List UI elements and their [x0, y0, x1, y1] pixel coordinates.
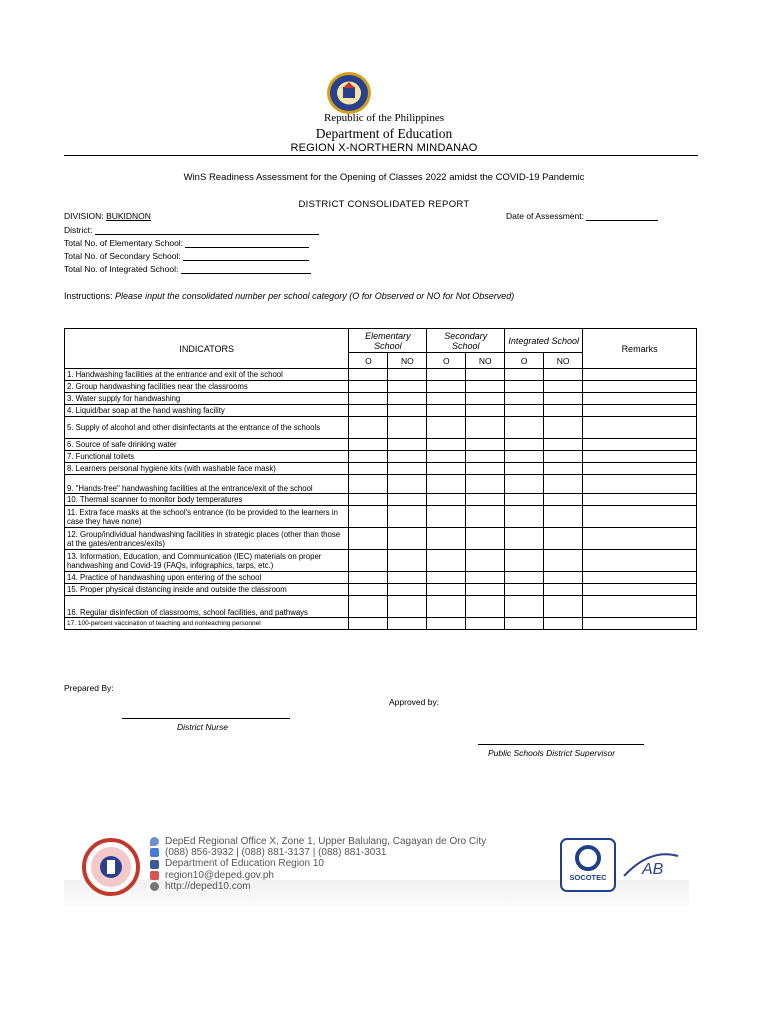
sec-o-cell[interactable]: [427, 550, 466, 572]
int-no-cell[interactable]: [544, 381, 583, 393]
sec-o-cell[interactable]: [427, 596, 466, 618]
elem-o-cell[interactable]: [349, 550, 388, 572]
indicator-row: [65, 506, 697, 528]
document-title: WinS Readiness Assessment for the Opening of Classes 2022 amidst the COVID-19 Pandemic: [183, 172, 585, 183]
elem-o-cell[interactable]: [349, 393, 388, 405]
int-no-cell[interactable]: [544, 451, 583, 463]
remarks-cell[interactable]: [583, 584, 697, 596]
remarks-cell[interactable]: [583, 528, 697, 550]
indicator-row: [65, 451, 697, 463]
elem-no-cell[interactable]: [388, 550, 427, 572]
indicators-header: INDICATORS: [65, 329, 349, 369]
elem-o-cell[interactable]: [349, 475, 388, 494]
date-line: [586, 211, 658, 221]
int-no-cell[interactable]: [544, 369, 583, 381]
indicator-label: 7. Functional toilets: [65, 451, 349, 463]
sec-o-cell[interactable]: [427, 405, 466, 417]
sec-no-cell[interactable]: [466, 393, 505, 405]
sec-o-cell[interactable]: [427, 528, 466, 550]
elem-no-cell[interactable]: [388, 506, 427, 528]
elem-o-cell[interactable]: [349, 584, 388, 596]
sec-no-cell[interactable]: [466, 439, 505, 451]
elementary-field: [64, 238, 309, 248]
int-o-header: O: [505, 353, 544, 369]
elementary-line: [185, 238, 309, 248]
district-label: District:: [64, 225, 93, 235]
remarks-cell[interactable]: [583, 369, 697, 381]
indicator-row: [65, 596, 697, 618]
int-no-header: NO: [544, 353, 583, 369]
int-o-cell[interactable]: [505, 596, 544, 618]
elem-no-cell[interactable]: [388, 494, 427, 506]
int-o-cell[interactable]: [505, 572, 544, 584]
indicator-row: [65, 417, 697, 439]
sec-o-cell[interactable]: [427, 417, 466, 439]
region10-logo: [80, 838, 142, 896]
indicator-label: 5. Supply of alcohol and other disinfectants at the entrance of the schools: [65, 417, 349, 439]
sec-o-cell[interactable]: [427, 381, 466, 393]
indicator-label: 14. Practice of handwashing upon entering of the school: [65, 572, 349, 584]
supervisor-title: Public Schools District Supervisor: [488, 748, 616, 758]
nurse-title: District Nurse: [177, 722, 229, 732]
secondary-field: [64, 251, 309, 261]
indicator-label: 8. Learners personal hygiene kits (with washable face mask): [65, 463, 349, 475]
report-title: DISTRICT CONSOLIDATED REPORT: [298, 199, 470, 210]
instructions-label: Instructions:: [64, 291, 113, 301]
remarks-cell[interactable]: [583, 439, 697, 451]
iab-accreditation-logo: [620, 842, 682, 890]
email-row: [150, 870, 486, 881]
elem-o-cell[interactable]: [349, 572, 388, 584]
elem-no-cell[interactable]: [388, 451, 427, 463]
elem-o-cell[interactable]: [349, 451, 388, 463]
sec-o-cell[interactable]: [427, 439, 466, 451]
indicator-row: [65, 584, 697, 596]
indicator-label: 4. Liquid/bar soap at the hand washing facility: [65, 405, 349, 417]
indicator-label: 2. Group handwashing facilities near the classrooms: [65, 381, 349, 393]
deped-seal-logo: [322, 70, 376, 116]
sec-no-cell[interactable]: [466, 451, 505, 463]
sec-no-cell[interactable]: [466, 463, 505, 475]
remarks-cell[interactable]: [583, 494, 697, 506]
sec-no-cell[interactable]: [466, 618, 505, 630]
remarks-cell[interactable]: [583, 550, 697, 572]
elem-no-cell[interactable]: [388, 369, 427, 381]
int-no-cell[interactable]: [544, 417, 583, 439]
int-no-cell[interactable]: [544, 550, 583, 572]
int-no-cell[interactable]: [544, 494, 583, 506]
elem-o-cell[interactable]: [349, 405, 388, 417]
sec-o-cell[interactable]: [427, 393, 466, 405]
sec-no-cell[interactable]: [466, 572, 505, 584]
int-no-cell[interactable]: [544, 596, 583, 618]
sec-no-cell[interactable]: [466, 550, 505, 572]
int-o-cell[interactable]: [505, 584, 544, 596]
facebook-row: [150, 858, 486, 869]
indicator-label: 12. Group/individual handwashing facilities in strategic places (other than those at the gates/entrances/exits): [65, 528, 349, 550]
int-o-cell[interactable]: [505, 506, 544, 528]
indicator-row: [65, 475, 697, 494]
integrated-label: Total No. of Integrated School:: [64, 264, 179, 274]
phone-text: (088) 856-3932 | (088) 881-3137 | (088) 881-3031: [165, 847, 387, 859]
indicator-row: [65, 381, 697, 393]
int-no-cell[interactable]: [544, 618, 583, 630]
instructions: [64, 291, 514, 301]
indicator-label: 3. Water supply for handwashing: [65, 393, 349, 405]
footer-contact: [150, 836, 486, 892]
sec-o-cell[interactable]: [427, 451, 466, 463]
indicator-row: [65, 528, 697, 550]
elem-no-cell[interactable]: [388, 618, 427, 630]
sec-o-cell[interactable]: [427, 475, 466, 494]
remarks-cell[interactable]: [583, 572, 697, 584]
remarks-cell[interactable]: [583, 405, 697, 417]
elem-no-cell[interactable]: [388, 405, 427, 417]
elem-no-cell[interactable]: [388, 381, 427, 393]
facebook-icon: [150, 860, 159, 869]
location-icon: [150, 837, 159, 846]
int-o-cell[interactable]: [505, 550, 544, 572]
indicator-label: 16. Regular disinfection of classrooms, school facilities, and pathways: [65, 596, 349, 618]
header-divider: [64, 155, 698, 156]
division-label: DIVISION:: [64, 211, 104, 221]
nurse-signature-line: [122, 718, 290, 719]
sec-no-cell[interactable]: [466, 506, 505, 528]
indicators-table: [64, 328, 697, 630]
elem-no-header: NO: [388, 353, 427, 369]
elem-no-cell[interactable]: [388, 439, 427, 451]
elem-o-cell[interactable]: [349, 494, 388, 506]
indicator-label: 17. 100-percent vaccination of teaching and nonteaching personnel: [65, 618, 349, 630]
indicator-row: [65, 405, 697, 417]
elem-no-cell[interactable]: [388, 463, 427, 475]
sec-no-header: NO: [466, 353, 505, 369]
int-no-cell[interactable]: [544, 528, 583, 550]
sec-no-cell[interactable]: [466, 475, 505, 494]
phone-row: [150, 847, 486, 858]
int-no-cell[interactable]: [544, 463, 583, 475]
int-no-cell[interactable]: [544, 475, 583, 494]
secondary-line: [183, 251, 309, 261]
integrated-field: [64, 264, 311, 274]
remarks-cell[interactable]: [583, 381, 697, 393]
int-o-cell[interactable]: [505, 369, 544, 381]
sec-o-cell[interactable]: [427, 506, 466, 528]
date-field: [506, 211, 658, 221]
prepared-by-label: Prepared By:: [64, 683, 114, 693]
indicator-row: [65, 463, 697, 475]
elem-o-cell[interactable]: [349, 463, 388, 475]
socotec-logo: [560, 838, 616, 892]
secondary-header: Secondary School: [427, 329, 505, 353]
elem-o-cell[interactable]: [349, 596, 388, 618]
int-o-cell[interactable]: [505, 528, 544, 550]
int-no-cell[interactable]: [544, 439, 583, 451]
elem-o-cell[interactable]: [349, 439, 388, 451]
remarks-cell[interactable]: [583, 451, 697, 463]
remarks-cell[interactable]: [583, 506, 697, 528]
address-row: [150, 836, 486, 847]
sec-o-cell[interactable]: [427, 618, 466, 630]
int-no-cell[interactable]: [544, 405, 583, 417]
remarks-cell[interactable]: [583, 596, 697, 618]
int-no-cell[interactable]: [544, 584, 583, 596]
remarks-cell[interactable]: [583, 618, 697, 630]
int-o-cell[interactable]: [505, 381, 544, 393]
remarks-cell[interactable]: [583, 463, 697, 475]
integrated-line: [181, 264, 311, 274]
indicator-label: 11. Extra face masks at the school's entrance (to be provided to the learners in case they have none): [65, 506, 349, 528]
sec-o-cell[interactable]: [427, 369, 466, 381]
remarks-header: Remarks: [583, 329, 697, 369]
indicator-row: [65, 550, 697, 572]
indicator-label: 9. "Hands-free" handwashing facilities at the entrance/exit of the school: [65, 475, 349, 494]
indicator-label: 10. Thermal scanner to monitor body temperatures: [65, 494, 349, 506]
division-field: [64, 211, 151, 221]
int-o-cell[interactable]: [505, 463, 544, 475]
indicator-row: [65, 618, 697, 630]
district-field: [64, 225, 319, 235]
elem-o-cell[interactable]: [349, 417, 388, 439]
indicator-row: [65, 572, 697, 584]
sec-no-cell[interactable]: [466, 369, 505, 381]
sec-o-cell[interactable]: [427, 572, 466, 584]
date-label: Date of Assessment:: [506, 211, 584, 221]
sec-o-cell[interactable]: [427, 463, 466, 475]
division-value: BUKIDNON: [106, 211, 151, 221]
socotec-text: SOCOTEC: [569, 873, 607, 882]
elem-o-cell[interactable]: [349, 528, 388, 550]
remarks-cell[interactable]: [583, 417, 697, 439]
email-icon: [150, 871, 159, 880]
globe-icon: [150, 882, 159, 891]
sec-no-cell[interactable]: [466, 584, 505, 596]
int-o-cell[interactable]: [505, 494, 544, 506]
int-no-cell[interactable]: [544, 572, 583, 584]
supervisor-signature-line: [478, 744, 644, 745]
elem-no-cell[interactable]: [388, 528, 427, 550]
elem-o-cell[interactable]: [349, 506, 388, 528]
sec-no-cell[interactable]: [466, 417, 505, 439]
indicators-body: [65, 369, 697, 630]
int-o-cell[interactable]: [505, 393, 544, 405]
remarks-cell[interactable]: [583, 475, 697, 494]
int-o-cell[interactable]: [505, 417, 544, 439]
facebook-text: Department of Education Region 10: [165, 858, 324, 870]
elem-o-header: O: [349, 353, 388, 369]
sec-o-cell[interactable]: [427, 584, 466, 596]
elementary-label: Total No. of Elementary School:: [64, 238, 184, 248]
sec-no-cell[interactable]: [466, 596, 505, 618]
elem-o-cell[interactable]: [349, 381, 388, 393]
int-o-cell[interactable]: [505, 475, 544, 494]
elem-o-cell[interactable]: [349, 618, 388, 630]
sec-no-cell[interactable]: [466, 381, 505, 393]
website-row: [150, 881, 486, 892]
phone-icon: [150, 848, 159, 857]
sec-no-cell[interactable]: [466, 405, 505, 417]
secondary-label: Total No. of Secondary School:: [64, 251, 181, 261]
indicator-row: [65, 439, 697, 451]
int-o-cell[interactable]: [505, 618, 544, 630]
sec-no-cell[interactable]: [466, 494, 505, 506]
int-no-cell[interactable]: [544, 393, 583, 405]
website-text: http://deped10.com: [165, 880, 251, 892]
sec-o-cell[interactable]: [427, 494, 466, 506]
instructions-text: Please input the consolidated number per school category (O for Observed or NO for Not Observed): [115, 291, 515, 301]
elem-no-cell[interactable]: [388, 572, 427, 584]
republic-line: Republic of the Philippines: [323, 112, 445, 124]
sec-no-cell[interactable]: [466, 528, 505, 550]
indicator-label: 13. Information, Education, and Communication (IEC) materials on proper handwashing and Covid-19 (FAQs, infographics, tarps, etc.): [65, 550, 349, 572]
indicator-label: 15. Proper physical distancing inside and outside the classroom: [65, 584, 349, 596]
department-line: Department of Education: [315, 126, 453, 141]
int-o-cell[interactable]: [505, 439, 544, 451]
indicator-row: [65, 369, 697, 381]
int-o-cell[interactable]: [505, 405, 544, 417]
elementary-header: Elementary School: [349, 329, 427, 353]
elem-no-cell[interactable]: [388, 417, 427, 439]
email-text: region10@deped.gov.ph: [165, 869, 274, 881]
elem-no-cell[interactable]: [388, 393, 427, 405]
indicator-row: [65, 494, 697, 506]
region-line: REGION X-NORTHERN MINDANAO: [290, 142, 478, 154]
int-no-cell[interactable]: [544, 506, 583, 528]
sec-o-header: O: [427, 353, 466, 369]
elem-no-cell[interactable]: [388, 596, 427, 618]
indicator-label: 1. Handwashing facilities at the entrance and exit of the school: [65, 369, 349, 381]
integrated-header: Integrated School: [505, 329, 583, 353]
int-o-cell[interactable]: [505, 451, 544, 463]
remarks-cell[interactable]: [583, 393, 697, 405]
approved-by-label: Approved by:: [389, 697, 440, 707]
iab-text: AB: [642, 861, 664, 878]
elem-no-cell[interactable]: [388, 584, 427, 596]
indicator-label: 6. Source of safe drinking water: [65, 439, 349, 451]
elem-no-cell[interactable]: [388, 475, 427, 494]
address-text: DepEd Regional Office X, Zone 1, Upper Balulang, Cagayan de Oro City: [165, 836, 487, 847]
indicator-row: [65, 393, 697, 405]
district-line: [95, 225, 319, 235]
elem-o-cell[interactable]: [349, 369, 388, 381]
